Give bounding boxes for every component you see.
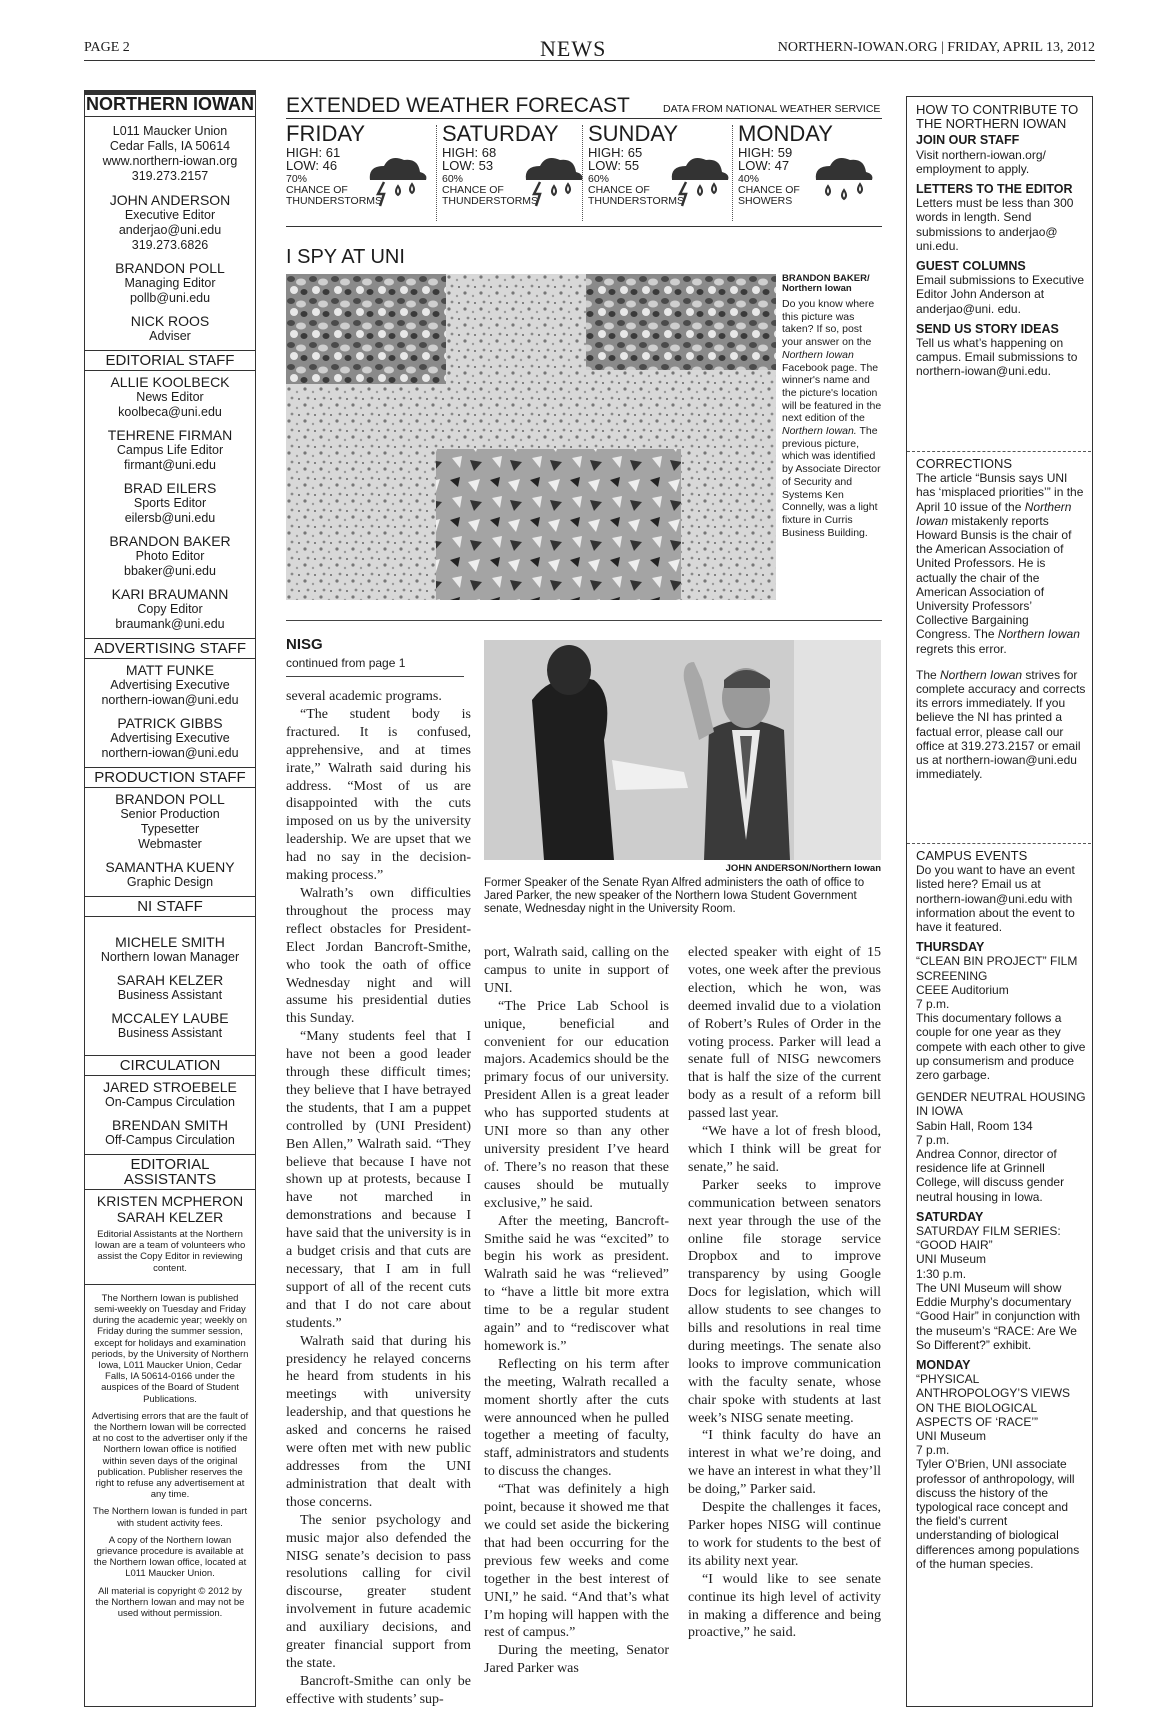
article-paragraph: After the meeting, Bancroft-Smithe said he was “excited” to begin his work as president. Walrath said he was “relieved” to “have a little bit more extra time to be a regular student again” and to “rediscover what homework is.”: [484, 1213, 669, 1354]
event-description: Tyler O’Brien, UNI associate professor of anthropology, will discuss the history of the typological race concept and the field’s current understanding of biological differences among populations of the human species.: [916, 1457, 1080, 1571]
forecast-day: [286, 122, 436, 222]
article-paragraph: “The Price Lab School is unique, beneficial and convenient for our education majors. Academics should be the primary focus of our university. President Allen is a great leader who has supported students at UNI more so than any other university president I’ve heard of. There’s no reason that these causes should be mutually exclusive,” he said.: [484, 998, 669, 1211]
address-line: Cedar Falls, IA 50614: [109, 139, 231, 153]
contribute-title: HOW TO CONTRIBUTE TO THE NORTHERN IOWAN: [916, 102, 1079, 132]
fine-print-paragraph: Advertising errors that are the fault of the Northern Iowan will be corrected at no cost to the advertiser only if the Northern Iowan office is notified within seven days of the original publication. Publisher reserves the right to refuse any advertisement at any time.: [91, 1410, 249, 1501]
forecast-day: [588, 122, 738, 222]
rain-cloud-icon: [806, 152, 876, 208]
chance-label: CHANCE OF: [588, 184, 650, 196]
event-day-heading: MONDAY: [916, 1357, 971, 1372]
ispy-text-part: Facebook page. The winner's name and the picture's location will be featured in the next edition of the: [782, 361, 882, 425]
staff-role: Graphic Design: [126, 875, 214, 889]
fine-print-paragraph: The Northern Iowan is funded in part with student activity fees.: [92, 1506, 248, 1529]
article-paragraph: Despite the challenges it faces, Parker hopes NISG will continue to work for students to the best of its ability next year.: [688, 1500, 881, 1569]
day-name: FRIDAY: [286, 121, 366, 146]
chance-label: CHANCE OF: [738, 184, 800, 196]
corrections-title: CORRECTIONS: [916, 456, 1013, 471]
section-title: NEWS: [540, 36, 607, 61]
article-column: [286, 688, 471, 1709]
page-number: PAGE 2: [84, 40, 130, 55]
dashed-divider: [907, 451, 1091, 452]
staff-email: koolbeca@uni.edu: [118, 405, 222, 419]
low-temp: LOW: 53: [442, 158, 494, 173]
high-temp: HIGH: 61: [286, 145, 341, 160]
article-paragraph: “I would like to see senate continue its high level of activity in making a difference and being proactive,” he said.: [688, 1571, 881, 1641]
weather-source: DATA FROM NATIONAL WEATHER SERVICE: [663, 103, 881, 115]
article-paragraph: Reflecting on his term after the meeting, Walrath recalled a moment shortly after the cuts were announced when he pulled together a meeting of faculty, staff, administrators and students to discuss the changes.: [484, 1356, 669, 1480]
article-paragraph: several academic programs.: [286, 689, 442, 704]
article-paragraph: “That was definitely a high point, because it showed me that we could set aside the bickering that had been occurring for the previous few weeks and come together in the best interest of UNI,” he said. “And that’s what I’m hoping will happen with the rest of campus.”: [484, 1482, 669, 1641]
condition: THUNDERSTORMS: [588, 195, 685, 207]
staff-role: Advertising Executive: [110, 731, 230, 745]
accuracy-text: strives for complete accuracy and corrects its errors immediately. If you believe the NI has printed a factual error, please call our office at 319.273.2157 or email us at northern-iowan@uni.edu immediately.: [916, 667, 1086, 782]
production-staff-heading: PRODUCTION STAFF: [85, 767, 255, 788]
staff-name: JOHN ANDERSON: [109, 192, 231, 208]
low-temp: LOW: 46: [286, 158, 338, 173]
article-paragraph: “Many students feel that I have not been a good leader through these difficult times; they believe that I have betrayed the students, that I am a puppet controlled by (UNI President) Ben Allen,” Walrath said. “They believe that because I have not shown up at protests, because I have not marched in demonstrations and because I have said that the university is in a budget crisis and that cuts are necessary, that I am in full support of all of the recent cuts and that I do not care about students.”: [286, 1029, 471, 1331]
ispy-text-italic: Northern Iowan: [782, 348, 854, 361]
staff-role: Executive Editor: [124, 208, 216, 222]
precip-percent: 60%: [442, 173, 464, 185]
staff-email: anderjao@uni.edu: [118, 223, 222, 237]
accuracy-text: The: [916, 667, 941, 682]
guest-heading: GUEST COLUMNS: [916, 259, 1026, 274]
staff-role: Off-Campus Circulation: [105, 1133, 235, 1147]
oath-photo-credit: JOHN ANDERSON/Northern Iowan: [725, 863, 881, 874]
site-and-date: NORTHERN-IOWAN.ORG | FRIDAY, APRIL 13, 2012: [777, 40, 1095, 55]
event-title: “CLEAN BIN PROJECT” FILM SCREENING: [916, 954, 1078, 983]
article-paragraph: “We have a lot of fresh blood, which I think will be great for senate,” he said.: [688, 1124, 881, 1175]
continued-line: continued from page 1: [286, 656, 406, 670]
join-text: Visit northern-iowan.org/ employment to apply.: [916, 147, 1046, 176]
ispy-text-italic: Northern Iowan.: [782, 425, 857, 438]
masthead-address: [85, 121, 255, 185]
oath-photo-caption: Former Speaker of the Senate Ryan Alfred administers the oath of office to Jared Parker, the new speaker of the Northern Iowa Student Government senate, Wednesday night in the University Room.: [484, 877, 865, 915]
event-location: UNI Museum: [916, 1428, 987, 1443]
event-description: This documentary follows a couple for one year as they compete with each other to give up consumerism and produce zero garbage.: [916, 1011, 1086, 1083]
editorial-assistants-heading: EDITORIAL ASSISTANTS: [85, 1154, 255, 1190]
corrections-box: [916, 457, 1086, 781]
day-name: MONDAY: [738, 121, 833, 146]
staff-name: KARI BRAUMANN: [111, 586, 229, 602]
campus-events-box: [916, 849, 1086, 1571]
ispy-text: [782, 298, 882, 539]
fine-print-paragraph: All material is copyright © 2012 by the Northern Iowan and may not be used without permission.: [95, 1585, 245, 1620]
editorial-assistants: [85, 1193, 255, 1278]
circulation-heading: CIRCULATION: [85, 1055, 255, 1076]
staff-name: PATRICK GIBBS: [117, 715, 223, 731]
day-name: SUNDAY: [588, 121, 679, 146]
event-title: SATURDAY FILM SERIES: “GOOD HAIR”: [916, 1224, 1061, 1253]
day-name: SATURDAY: [442, 121, 559, 146]
dashed-divider: [907, 843, 1091, 844]
staff-email: eilersb@uni.edu: [124, 511, 216, 525]
article-paragraph: “The student body is fractured. It is confused, apprehensive, and at times irate,” Walrath said during his address. “Most of us are disappointed with the cuts imposed on us by the university leadership. We are upset that we had no say in the decision-making process.”: [286, 706, 471, 884]
letters-text: Letters must be less than 300 words in length. Send submissions to anderjao@ uni.edu.: [916, 196, 1074, 253]
event-time: 7 p.m.: [916, 1443, 950, 1458]
corrections-italic: Northern Iowan: [997, 627, 1080, 642]
chance-label: CHANCE OF: [442, 184, 504, 196]
thunderstorm-icon: [662, 152, 732, 208]
letters-heading: LETTERS TO THE EDITOR: [916, 182, 1073, 197]
join-heading: JOIN OUR STAFF: [916, 133, 1020, 148]
masthead: [84, 90, 256, 1707]
article-paragraph: Parker seeks to improve communication between senators next year through the use of the online file storage service Dropbox and to improve transparency by using Google Docs for legislation, which will allow students to see changes to bills and resolutions in real time during meetings. The senate also looks to improve communication with the faculty senate, whose chair spoke with students at last week’s NISG senate meeting.: [688, 1177, 881, 1426]
article-column: [484, 944, 669, 1678]
staff-name: JARED STROEBELE: [103, 1079, 237, 1095]
staff-role: Managing Editor: [124, 276, 216, 290]
staff-role: Sports Editor: [133, 496, 207, 510]
article-paragraph: Walrath’s own difficulties throughout the process may reflect obstacles for President-Elect Jordan Bancroft-Smithe, who took the oath of office Wednesday night and will assume his presidential duties this Sunday.: [286, 885, 471, 1027]
weather-forecast: [286, 118, 882, 227]
address-line: www.northern-iowan.org: [102, 154, 238, 168]
chance-label: CHANCE OF: [286, 184, 348, 196]
article-paragraph: “I think faculty do have an interest in what we’re doing, and we have an interest in what they’ll be doing,” Parker said.: [688, 1428, 881, 1498]
accuracy-italic: Northern Iowan: [940, 667, 1023, 682]
staff-email: braumank@uni.edu: [115, 617, 225, 631]
event-title: “PHYSICAL ANTHROPOLOGY’S VIEWS ON THE BIOLOGICAL ASPECTS OF ‘RACE’”: [916, 1372, 1071, 1429]
contribute-box: [916, 103, 1086, 379]
section-rule: [286, 620, 882, 621]
weather-title: EXTENDED WEATHER FORECAST: [286, 94, 630, 117]
staff-role: Business Assistant: [117, 1026, 223, 1040]
high-temp: HIGH: 65: [588, 145, 643, 160]
advertising-staff-heading: ADVERTISING STAFF: [85, 638, 255, 659]
assistants-note: Editorial Assistants at the Northern Iowan are a team of volunteers who assist the Copy Editor in reviewing content.: [94, 1229, 246, 1274]
staff-name: BRANDON BAKER: [109, 533, 231, 549]
staff-role: News Editor: [136, 390, 204, 404]
staff-name: NICK ROOS: [130, 313, 210, 329]
events-intro: Do you want to have an event listed here? Email us at northern-iowan@uni.edu with information about the event to have it featured.: [916, 863, 1075, 935]
event-time: 7 p.m.: [916, 997, 950, 1012]
top-staff: [85, 192, 255, 344]
corrections-text: regrets this error.: [916, 641, 1007, 656]
ni-staff-heading: NI STAFF: [85, 896, 255, 917]
low-temp: LOW: 55: [588, 158, 640, 173]
staff-role: Business Assistant: [117, 988, 223, 1002]
article-paragraph: The senior psychology and music major also defended the NISG senate’s decision to pass resolutions calling for civil discourse, greater student involvement in future academic and auxiliary decisions, and greater financial support from the state.: [286, 1512, 471, 1671]
event-description: The UNI Museum will show Eddie Murphy’s documentary “Good Hair” in conjunction with the museum’s “RACE: Are We So Different?” exhibit.: [916, 1280, 1081, 1352]
kicker-rule: [286, 676, 464, 677]
staff-name: MICHELE SMITH: [115, 934, 225, 950]
forecast-day: [738, 122, 882, 222]
ispy-photo-credit: BRANDON BAKER/ Northern Iowan: [782, 273, 870, 294]
corrections-italic: Northern Iowan: [916, 499, 1072, 528]
low-temp: LOW: 47: [738, 158, 790, 173]
article-paragraph: Walrath said that during his presidency he relayed concerns he heard from students in his meetings with university leadership, and that questions he asked and concerns he raised were often met with new public addresses from the UNI administration that dealt with those concerns.: [286, 1333, 471, 1510]
event-location: CEEE Auditorium: [916, 982, 1009, 997]
masthead-title: NORTHERN IOWAN: [85, 91, 255, 117]
ideas-heading: SEND US STORY IDEAS: [916, 321, 1059, 336]
staff-email: northern-iowan@uni.edu: [101, 693, 239, 707]
ispy-photo: [286, 274, 776, 600]
editorial-staff-heading: EDITORIAL STAFF: [85, 350, 255, 371]
high-temp: HIGH: 59: [738, 145, 793, 160]
ideas-text: Tell us what’s happening on campus. Email submissions to northern-iowan@uni.edu.: [916, 336, 1078, 379]
staff-role: Webmaster: [138, 837, 202, 851]
oath-photo: [484, 640, 881, 860]
staff-name: BRANDON POLL: [115, 791, 225, 807]
guest-text: Email submissions to Executive Editor John Anderson at anderjao@uni. edu.: [916, 273, 1085, 316]
staff-role: Northern Iowan Manager: [100, 950, 240, 964]
staff-email: bbaker@uni.edu: [124, 564, 216, 578]
event-location: Sabin Hall, Room 134: [916, 1118, 1033, 1133]
forecast-divider: [732, 125, 733, 221]
condition: THUNDERSTORMS: [286, 195, 383, 207]
event-time: 7 p.m.: [916, 1132, 950, 1147]
advertising-staff: [85, 662, 255, 761]
staff-name: TEHRENE FIRMAN: [107, 427, 233, 443]
event-day-heading: SATURDAY: [916, 1209, 984, 1224]
staff-email: pollb@uni.edu: [129, 291, 211, 305]
staff-name: BRAD EILERS: [123, 480, 217, 496]
staff-name: ALLIE KOOLBECK: [110, 374, 230, 390]
high-temp: HIGH: 68: [442, 145, 497, 160]
precip-percent: 70%: [286, 173, 308, 185]
staff-phone: 319.273.6826: [131, 238, 209, 252]
address-line: L011 Maucker Union: [112, 124, 228, 138]
staff-name: KRISTEN MCPHERON: [96, 1193, 244, 1209]
staff-name: SARAH KELZER: [116, 972, 224, 988]
forecast-divider: [582, 125, 583, 221]
masthead-fine-print: [85, 1285, 255, 1629]
staff-role: Advertising Executive: [110, 678, 230, 692]
staff-name: BRENDAN SMITH: [112, 1117, 228, 1133]
article-paragraph: port, Walrath said, calling on the campus to unite in support of UNI.: [484, 945, 669, 996]
precip-percent: 40%: [738, 173, 760, 185]
staff-name: SARAH KELZER: [116, 1209, 224, 1225]
article-paragraph: elected speaker with eight of 15 votes, one week after the previous election, which he won, was deemed invalid due to a violation of Robert’s Rules of Order in the voting process. Parker will lead a senate full of NISG newcomers that is half the size of the current body as a result of a reform bill passed last year.: [688, 945, 881, 1122]
circulation-staff: [85, 1079, 255, 1148]
staff-name: SAMANTHA KUENY: [105, 859, 235, 875]
thunderstorm-icon: [360, 152, 430, 208]
corrections-text: mistakenly reports Howard Bunsis is the chair of the American Association of United Professors. He is actually the chair of the American Association of University Professors’ Collective Bargaining Congress. The: [916, 513, 1072, 642]
forecast-day: [442, 122, 592, 222]
staff-role: Photo Editor: [135, 549, 205, 563]
condition: SHOWERS: [738, 195, 793, 207]
fine-print-paragraph: A copy of the Northern Iowan grievance procedure is available at the Northern Iowan office, located at L011 Maucker Union.: [93, 1534, 247, 1580]
event-title: GENDER NEUTRAL HOUSING IN IOWA: [916, 1090, 1086, 1119]
staff-role: On-Campus Circulation: [105, 1095, 235, 1109]
forecast-divider: [436, 125, 437, 221]
staff-name: MCCALEY LAUBE: [111, 1010, 229, 1026]
thunderstorm-icon: [516, 152, 586, 208]
ispy-text-part: Do you know where this picture was taken? If so, post your answer on the: [782, 298, 875, 349]
staff-role: Campus Life Editor: [116, 443, 224, 457]
event-time: 1:30 p.m.: [916, 1266, 967, 1281]
event-day-heading: THURSDAY: [916, 940, 985, 955]
event-description: Andrea Connor, director of residence life at Grinnell College, will discuss gender neutral housing in Iowa.: [916, 1147, 1065, 1204]
article-paragraph: During the meeting, Senator Jared Parker was: [484, 1643, 669, 1677]
ispy-text-part: The previous picture, which was identified by Associate Director of Security and Systems Ken Connelly, was a light fixture in Curris Business Building.: [782, 425, 881, 539]
ni-staff: [85, 917, 255, 1041]
events-title: CAMPUS EVENTS: [916, 848, 1028, 863]
corrections-text: The article “Bunsis says UNI has ‘misplaced priorities’” in the April 10 issue of the: [916, 471, 1084, 514]
header-rule: [84, 60, 1095, 61]
fine-print-paragraph: The Northern Iowan is published semi-weekly on Tuesday and Friday during the academic year; weekly on Friday during the summer session, except for holidays and examination periods, by the University of Northern Iowa, L011 Maucker Union, Cedar Falls, IA 50614-0166 under the auspices of the Board of Student Publications.: [91, 1292, 249, 1405]
address-line: 319.273.2157: [131, 169, 209, 183]
article-paragraph: Bancroft-Smithe can only be effective with students’ sup-: [286, 1673, 471, 1707]
staff-email: firmant@uni.edu: [124, 458, 216, 472]
staff-role: Senior Production: [120, 807, 220, 821]
staff-role: Adviser: [149, 329, 191, 343]
staff-email: northern-iowan@uni.edu: [101, 746, 239, 760]
ispy-title: I SPY AT UNI: [286, 246, 405, 268]
event-location: UNI Museum: [916, 1252, 987, 1267]
staff-name: BRANDON POLL: [115, 260, 225, 276]
right-sidebar: [906, 96, 1093, 1707]
condition: THUNDERSTORMS: [442, 195, 539, 207]
staff-role: Typesetter: [140, 822, 200, 836]
editorial-staff: [85, 374, 255, 632]
precip-percent: 60%: [588, 173, 610, 185]
article-column: [688, 944, 881, 1642]
article-kicker: NISG: [286, 636, 323, 653]
staff-name: MATT FUNKE: [125, 662, 215, 678]
production-staff: [85, 791, 255, 890]
staff-role: Copy Editor: [137, 602, 203, 616]
